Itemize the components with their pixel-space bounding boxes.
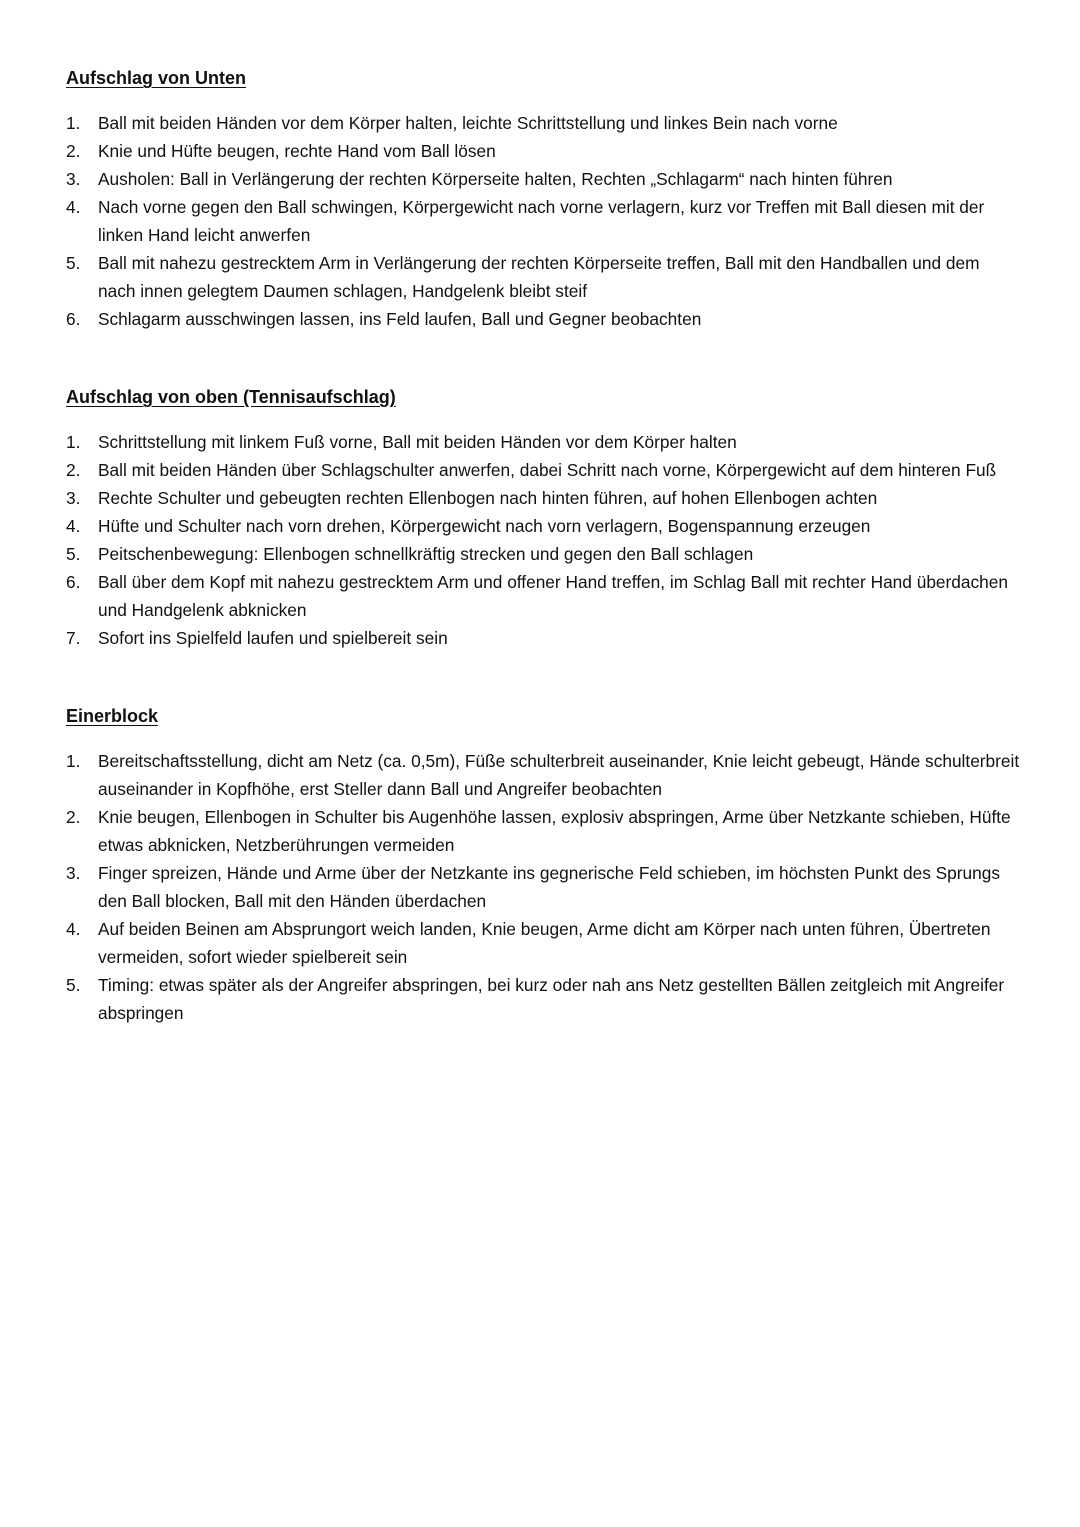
section-title: Aufschlag von Unten (66, 68, 247, 88)
list-text: Ball über dem Kopf mit nahezu gestrecktem Arm und offener Hand treffen, im Schlag Ball mit rechter Hand überdachen und Handgelenk abknicken (98, 572, 1008, 620)
list-item (66, 456, 1020, 484)
list-item (66, 747, 1020, 803)
list-text: Bereitschaftsstellung, dicht am Netz (ca. 0,5m), Füße schulterbreit auseinander, Knie leicht gebeugt, Hände schulterbreit auseinander in Kopfhöhe, erst Steller dann Ball und Angreifer beobachten (98, 751, 1020, 799)
section-title: Aufschlag von oben (Tennisaufschlag) (66, 387, 396, 407)
list-text: Ball mit beiden Händen vor dem Körper halten, leichte Schrittstellung und linkes Bein nach vorne (98, 113, 838, 133)
list-item (66, 915, 1020, 971)
steps-list (66, 747, 1020, 1027)
steps-list (66, 428, 1020, 652)
list-text: Schlagarm ausschwingen lassen, ins Feld laufen, Ball und Gegner beobachten (98, 309, 702, 329)
list-item (66, 137, 1020, 165)
list-item (66, 859, 1020, 915)
list-text: Peitschenbewegung: Ellenbogen schnellkräftig strecken und gegen den Ball schlagen (98, 544, 754, 564)
section-title: Einerblock (66, 706, 159, 726)
list-number: 3. (66, 169, 81, 189)
list-text: Nach vorne gegen den Ball schwingen, Körpergewicht nach vorne verlagern, kurz vor Treffen mit Ball diesen mit der linken Hand leicht anwerfen (98, 197, 985, 245)
list-text: Knie beugen, Ellenbogen in Schulter bis Augenhöhe lassen, explosiv abspringen, Arme über Netzkante schieben, Hüfte etwas abknicken, Netzberührungen vermeiden (98, 807, 1011, 855)
list-text: Ball mit beiden Händen über Schlagschulter anwerfen, dabei Schritt nach vorne, Körpergewicht auf dem hinteren Fuß (98, 460, 997, 480)
list-item (66, 249, 1020, 305)
list-text: Finger spreizen, Hände und Arme über der Netzkante ins gegnerische Feld schieben, im höchsten Punkt des Sprungs den Ball blocken, Ball mit den Händen überdachen (98, 863, 1001, 911)
section-aufschlag-von-unten (66, 66, 1020, 333)
list-item (66, 803, 1020, 859)
list-item (66, 568, 1020, 624)
list-number: 3. (66, 488, 81, 508)
list-item (66, 484, 1020, 512)
list-text: Hüfte und Schulter nach vorn drehen, Körpergewicht nach vorn verlagern, Bogenspannung erzeugen (98, 516, 871, 536)
list-item (66, 109, 1020, 137)
list-number: 4. (66, 919, 81, 939)
list-item (66, 193, 1020, 249)
list-number: 5. (66, 253, 81, 273)
list-number: 5. (66, 544, 81, 564)
list-item (66, 512, 1020, 540)
list-text: Knie und Hüfte beugen, rechte Hand vom Ball lösen (98, 141, 496, 161)
list-number: 2. (66, 460, 81, 480)
list-item (66, 165, 1020, 193)
list-item (66, 971, 1020, 1027)
list-item (66, 428, 1020, 456)
list-text: Rechte Schulter und gebeugten rechten Ellenbogen nach hinten führen, auf hohen Ellenbogen achten (98, 488, 878, 508)
list-text: Ball mit nahezu gestrecktem Arm in Verlängerung der rechten Körperseite treffen, Ball mit den Handballen und dem nach innen gelegtem Daumen schlagen, Handgelenk bleibt steif (98, 253, 980, 301)
list-number: 1. (66, 432, 81, 452)
list-text: Ausholen: Ball in Verlängerung der rechten Körperseite halten, Rechten „Schlagarm“ nach hinten führen (98, 169, 893, 189)
list-item (66, 624, 1020, 652)
list-number: 1. (66, 113, 81, 133)
list-text: Sofort ins Spielfeld laufen und spielbereit sein (98, 628, 448, 648)
list-number: 1. (66, 751, 81, 771)
list-number: 5. (66, 975, 81, 995)
section-einerblock (66, 704, 1020, 1027)
list-number: 6. (66, 572, 81, 592)
list-number: 2. (66, 807, 81, 827)
list-number: 2. (66, 141, 81, 161)
list-number: 3. (66, 863, 81, 883)
list-text: Timing: etwas später als der Angreifer abspringen, bei kurz oder nah ans Netz gestellten Bällen zeitgleich mit Angreifer abspringen (98, 975, 1005, 1023)
list-text: Auf beiden Beinen am Absprungort weich landen, Knie beugen, Arme dicht am Körper nach unten führen, Übertreten vermeiden, sofort wieder spielbereit sein (98, 919, 991, 967)
list-number: 4. (66, 197, 81, 217)
list-text: Schrittstellung mit linkem Fuß vorne, Ball mit beiden Händen vor dem Körper halten (98, 432, 737, 452)
list-item (66, 305, 1020, 333)
steps-list (66, 109, 1020, 333)
section-aufschlag-von-oben (66, 385, 1020, 652)
list-number: 6. (66, 309, 81, 329)
list-number: 4. (66, 516, 81, 536)
list-item (66, 540, 1020, 568)
list-number: 7. (66, 628, 81, 648)
